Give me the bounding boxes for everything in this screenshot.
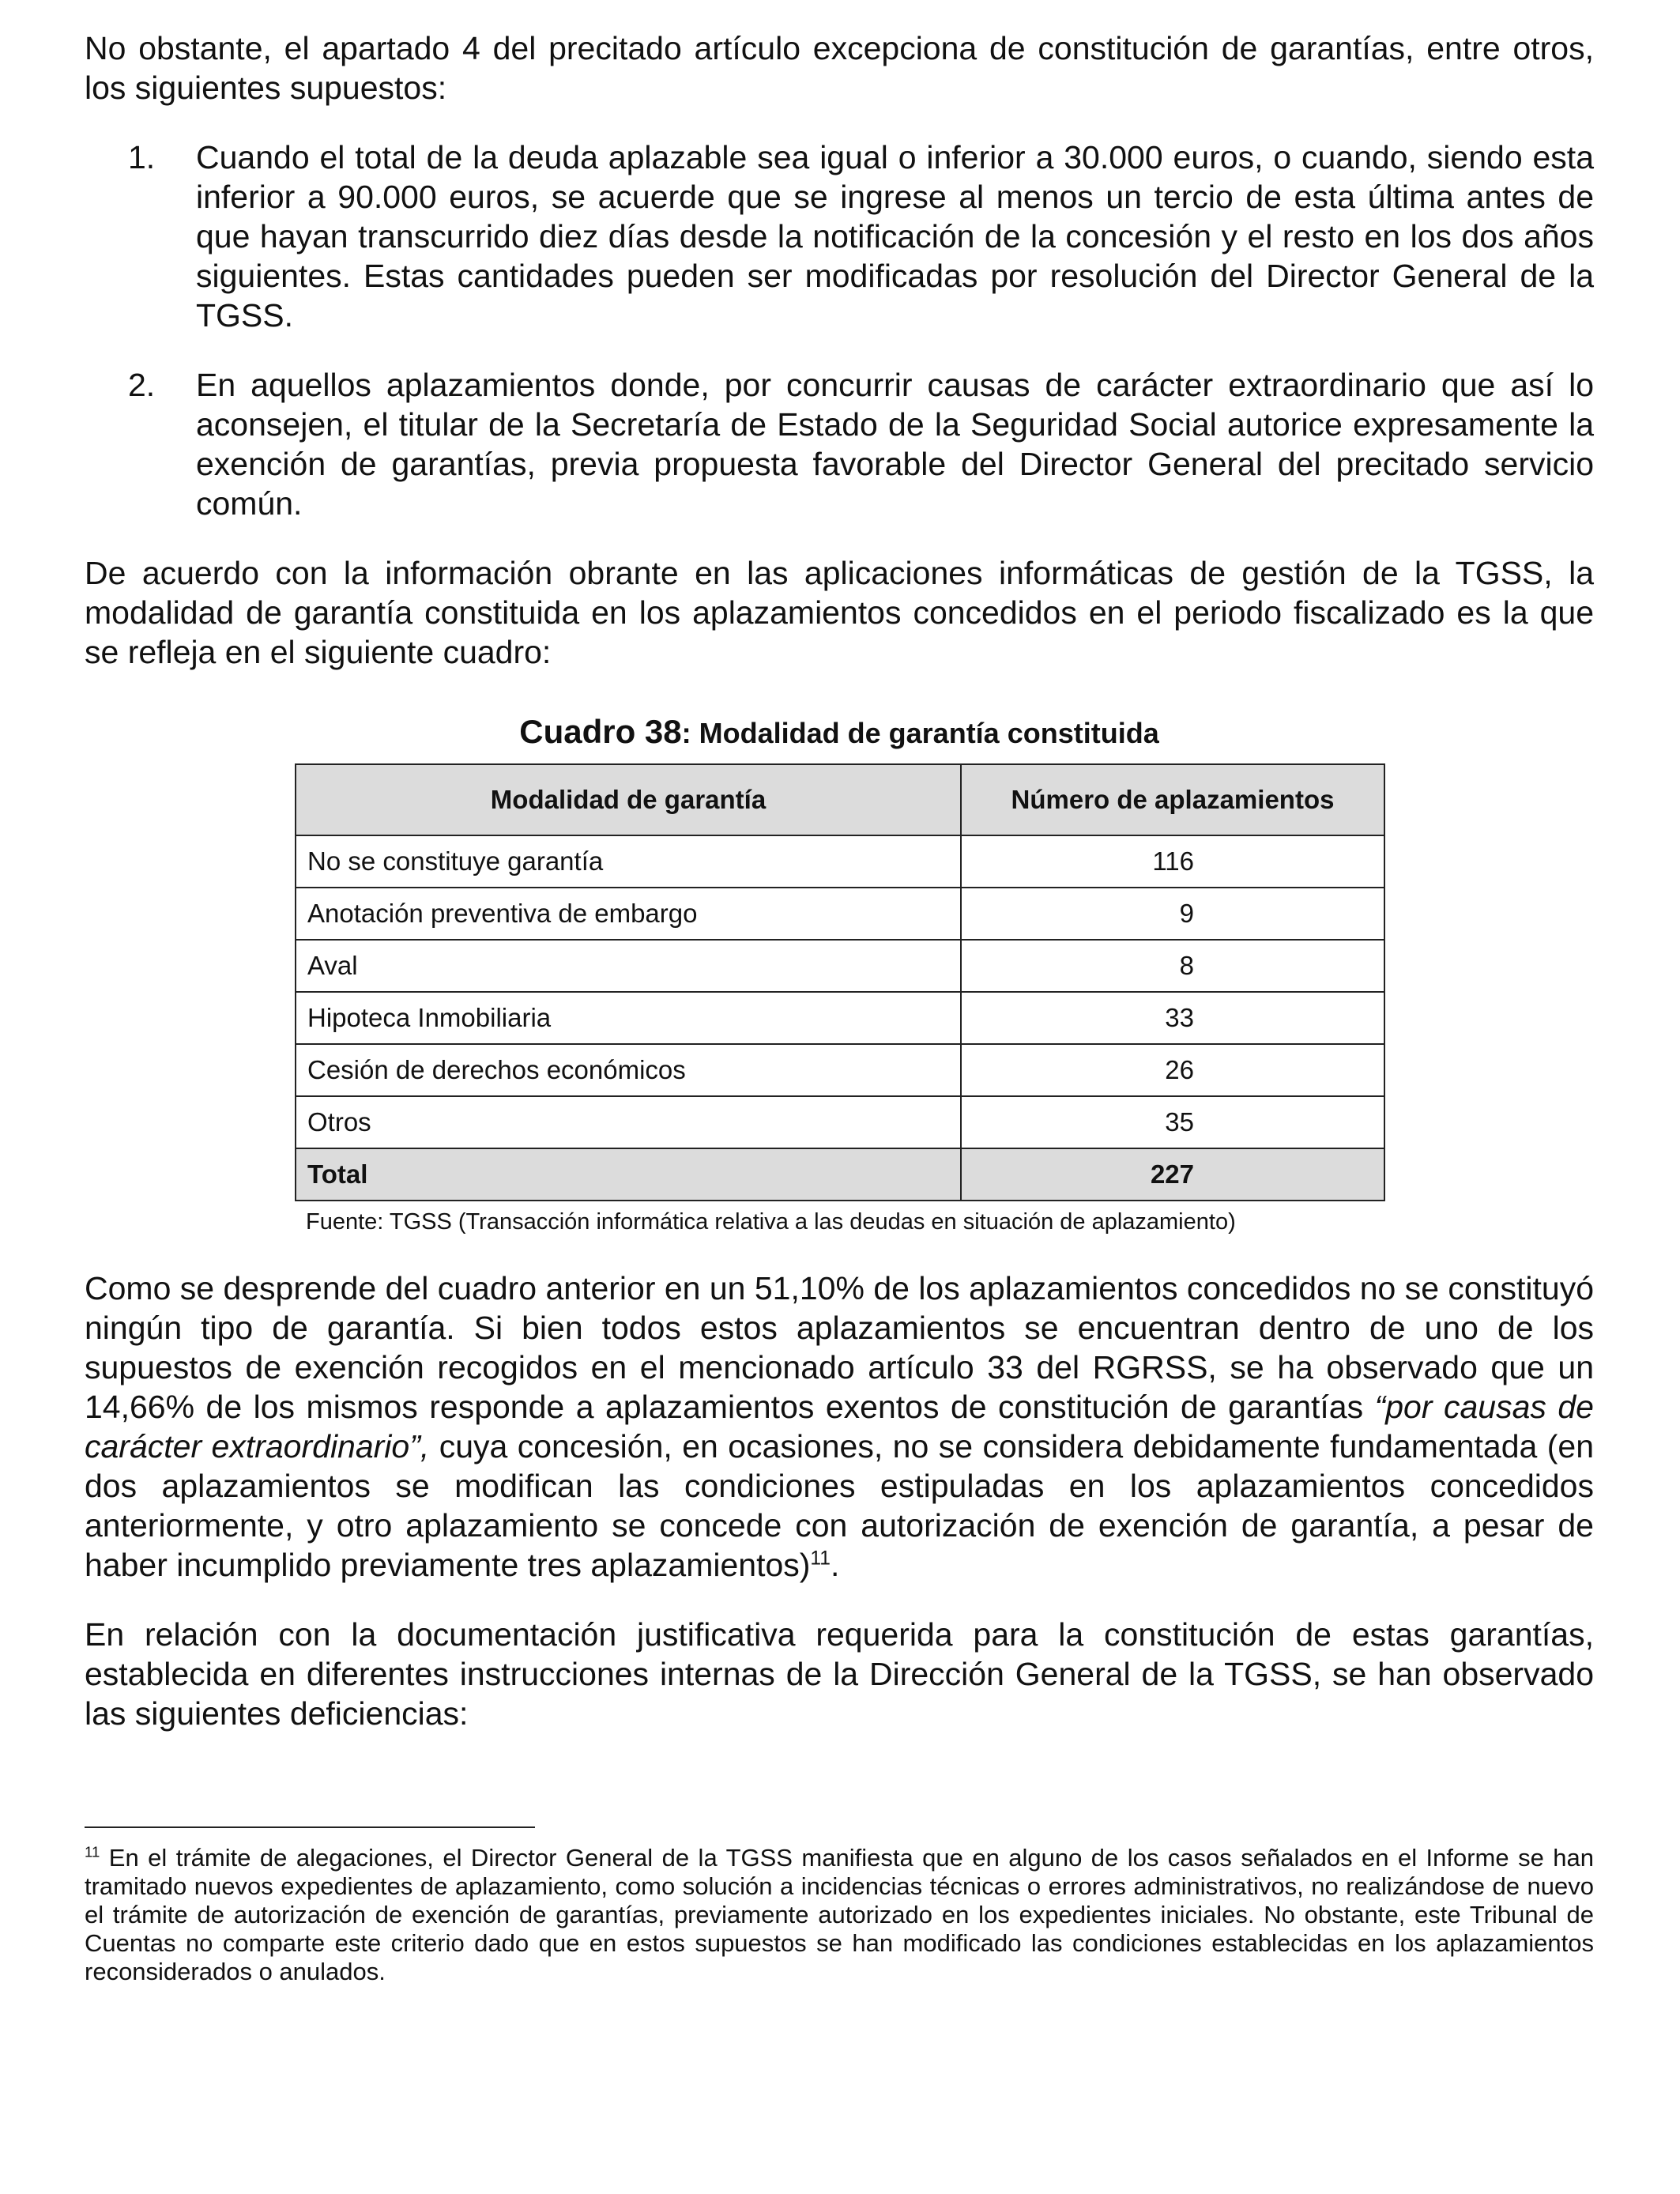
table-caption [85,713,1594,751]
table-row [296,940,1384,992]
list-item-text: Cuando el total de la deuda aplazable sea igual o inferior a 30.000 euros, o cuando, siendo esta inferior a 90.000 euros, se acuerde que se ingrese al menos un tercio de esta última antes de que hayan transcurrido diez días desde la notificación de la concesión y el resto en los dos años siguientes. Estas cantidades pueden ser modificadas por resolución del Director General de la TGSS. [196,139,1594,334]
analysis-text-start: Como se desprende del cuadro anterior en un 51,10% de los aplazamientos concedidos no se constituyó ningún tipo de garantía. Si bien todos estos aplazamientos se encuentran dentro de uno de los supuestos de exención recogidos en el mencionado artículo 33 del RGRSS, se ha observado que un 14,66% de los mismos responde a aplazamientos exentos de constitución de garantías [85,1270,1594,1425]
exemption-list [85,138,1594,523]
guarantee-table [295,763,1385,1201]
row-value: 26 [961,1044,1384,1096]
table-total-row [296,1148,1384,1201]
footnote-divider [85,1826,535,1828]
analysis-text-end: cuya concesión, en ocasiones, no se considera debidamente fundamentada (en dos aplazamientos se modifican las condiciones estipuladas en los aplazamientos concedidos anteriormente, y otro aplazamiento se concede con autorización de exención de garantía, a pesar de haber incumplido previamente tres aplazamientos) [85,1428,1595,1583]
row-label: No se constituye garantía [296,835,961,888]
footnote-text: En el trámite de alegaciones, el Director General de la TGSS manifiesta que en alguno de los casos señalados en el Informe se han tramitado nuevos expedientes de aplazamiento, como solución a incidencias técnicas o errores administrativos, no realizándose de nuevo el trámite de autorización de exención de garantías, previamente autorizado en los expedientes iniciales. No obstante, este Tribunal de Cuentas no comparte este criterio dado que en estos supuestos se han modificado las condiciones establecidas en los aplazamientos reconsiderados o anulados. [85,1844,1594,1985]
footnote-reference: 11 [810,1547,831,1570]
list-item [85,365,1594,523]
table-caption-title: Cuadro 38 [519,713,682,750]
table-row [296,992,1384,1044]
analysis-period: . [830,1547,840,1583]
table-row [296,888,1384,940]
table-row [296,1096,1384,1148]
analysis-paragraph [85,1269,1594,1585]
table-row [296,835,1384,888]
analysis-quote: “por causas de carácter extraordinario”, [85,1389,1594,1465]
row-label: Otros [296,1096,961,1148]
document-page [85,28,1594,1986]
list-item-number: 2. [128,367,156,403]
row-label: Anotación preventiva de embargo [296,888,961,940]
column-header-count: Número de aplazamientos [961,764,1384,835]
total-value: 227 [961,1148,1384,1201]
row-value: 8 [961,940,1384,992]
row-value: 33 [961,992,1384,1044]
list-item-number: 1. [128,139,156,175]
table-source: Fuente: TGSS (Transacción informática relativa a las deudas en situación de aplazamiento) [306,1209,1236,1235]
list-item-text: En aquellos aplazamientos donde, por concurrir causas de carácter extraordinario que así lo aconsejen, el titular de la Secretaría de Estado de la Seguridad Social autorice expresamente la exención de garantías, previa propuesta favorable del Director General del precitado servicio común. [196,367,1594,522]
row-value: 116 [961,835,1384,888]
footnote [85,1844,1594,1986]
intro-paragraph: No obstante, el apartado 4 del precitado artículo excepciona de constitución de garantías, entre otros, los siguientes supuestos: [85,30,1594,106]
table-caption-subtitle: : Modalidad de garantía constituida [681,717,1159,749]
row-label: Hipoteca Inmobiliaria [296,992,961,1044]
table-header-row [296,764,1384,835]
footnote-number: 11 [85,1843,100,1860]
deficiencies-paragraph: En relación con la documentación justificativa requerida para la constitución de estas garantías, establecida en diferentes instrucciones internas de la Dirección General de la TGSS, se han observado las siguientes deficiencias: [85,1616,1594,1732]
row-value: 9 [961,888,1384,940]
column-header-modality: Modalidad de garantía [296,764,961,835]
lead-paragraph: De acuerdo con la información obrante en las aplicaciones informáticas de gestión de la TGSS, la modalidad de garantía constituida en los aplazamientos concedidos en el periodo fiscalizado es la que se refleja en el siguiente cuadro: [85,555,1594,670]
row-label: Aval [296,940,961,992]
row-label: Cesión de derechos económicos [296,1044,961,1096]
list-item [85,138,1594,335]
total-label: Total [296,1148,961,1201]
row-value: 35 [961,1096,1384,1148]
table-row [296,1044,1384,1096]
